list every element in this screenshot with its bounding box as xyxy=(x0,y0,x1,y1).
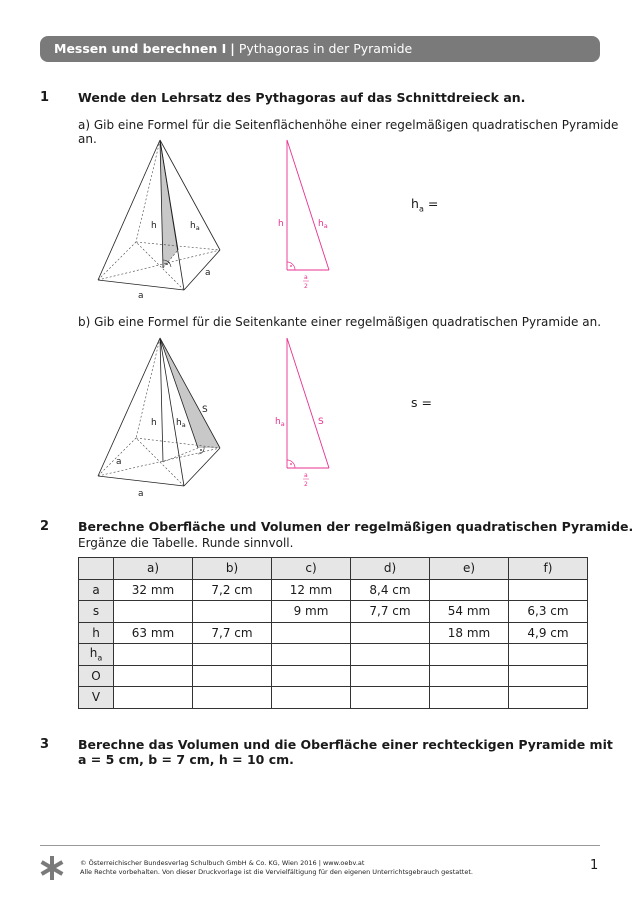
pyramid-figure-a xyxy=(90,132,230,304)
answer-ha-sub: a xyxy=(418,204,424,214)
label-side-a-right: a xyxy=(205,268,211,278)
task1a-prompt: a) Gib eine Formel für die Seitenflächenhöhe einer regelmäßigen quadratischen Pyramide an. xyxy=(78,118,619,146)
header-subject: Messen und berechnen I xyxy=(54,41,227,56)
table-cell[interactable] xyxy=(351,644,430,666)
column-header: c) xyxy=(272,558,351,580)
answer-ha-label: h xyxy=(411,196,419,211)
svg-text:ha xyxy=(190,221,200,232)
header-topic: Pythagoras in der Pyramide xyxy=(238,41,413,56)
column-header: e) xyxy=(430,558,509,580)
table-cell[interactable] xyxy=(351,665,430,687)
table-row xyxy=(79,579,588,601)
table-cell[interactable] xyxy=(509,665,588,687)
table-cell[interactable]: 7,7 cm xyxy=(351,601,430,623)
table-cell[interactable] xyxy=(114,665,193,687)
table-cell[interactable]: 63 mm xyxy=(114,622,193,644)
column-header: b) xyxy=(193,558,272,580)
table-cell[interactable]: 12 mm xyxy=(272,579,351,601)
table-header-row xyxy=(79,558,588,580)
label-ha-sub-a: a xyxy=(195,224,200,232)
table-cell[interactable] xyxy=(193,687,272,709)
table-row xyxy=(79,644,588,666)
table-cell[interactable]: 6,3 cm xyxy=(509,601,588,623)
publisher-logo-icon xyxy=(40,855,64,881)
table-cell[interactable]: 9 mm xyxy=(272,601,351,623)
row-header: h xyxy=(79,622,114,644)
footer-divider xyxy=(40,845,600,846)
table-cell[interactable]: 18 mm xyxy=(430,622,509,644)
label-side-a-bottom: a xyxy=(138,291,144,301)
tri-label-ha-sub-b: a xyxy=(280,420,285,428)
page-header xyxy=(40,36,600,62)
table-cell[interactable] xyxy=(509,687,588,709)
table-cell[interactable] xyxy=(193,665,272,687)
table-cell[interactable] xyxy=(114,644,193,666)
task1b-prompt: b) Gib eine Formel für die Seitenkante einer regelmäßigen quadratischen Pyramide an. xyxy=(78,315,602,329)
table-cell[interactable] xyxy=(114,687,193,709)
table-row xyxy=(79,687,588,709)
table-cell[interactable] xyxy=(272,644,351,666)
svg-text:ha xyxy=(275,417,285,428)
pyramid-table xyxy=(78,557,588,709)
tri-label-ha-sub-a: a xyxy=(323,222,328,230)
table-cell[interactable] xyxy=(114,601,193,623)
tri-label-ha-a: h xyxy=(318,219,324,229)
task2-instruction: Ergänze die Tabelle. Runde sinnvoll. xyxy=(78,536,294,550)
table-corner-cell xyxy=(79,558,114,580)
table-cell[interactable]: 4,9 cm xyxy=(509,622,588,644)
table-row xyxy=(79,601,588,623)
table-cell[interactable]: 8,4 cm xyxy=(351,579,430,601)
table-cell[interactable]: 7,7 cm xyxy=(193,622,272,644)
task3-number: 3 xyxy=(40,737,50,752)
answer-ha xyxy=(411,196,438,214)
label-side-a-bottom-b: a xyxy=(138,489,144,499)
table-cell[interactable] xyxy=(430,665,509,687)
tri-half-den-b: 2 xyxy=(304,481,308,488)
table-cell[interactable]: 54 mm xyxy=(430,601,509,623)
label-ha-sub-b: a xyxy=(181,421,186,429)
label-ha-b: h xyxy=(176,418,182,428)
task3-line1: Berechne das Volumen und die Oberfläche einer rechteckigen Pyramide mit xyxy=(78,737,613,752)
pyramid-figure-b xyxy=(90,330,230,500)
right-triangle-a xyxy=(270,138,340,294)
table-cell[interactable] xyxy=(509,644,588,666)
tri-half-num-b: a xyxy=(304,472,308,479)
table-cell[interactable] xyxy=(193,644,272,666)
label-s-b: S xyxy=(202,405,208,415)
row-header: s xyxy=(79,601,114,623)
tri-label-s-b: S xyxy=(318,417,324,427)
label-side-a-left-b: a xyxy=(116,457,122,467)
svg-text:ha xyxy=(176,418,186,429)
svg-text:ha xyxy=(318,219,328,230)
table-cell[interactable] xyxy=(272,622,351,644)
page-number: 1 xyxy=(590,858,599,873)
column-header: a) xyxy=(114,558,193,580)
row-header xyxy=(79,644,114,666)
tri-half-num-a: a xyxy=(304,274,308,281)
column-header: d) xyxy=(351,558,430,580)
table-cell[interactable] xyxy=(272,687,351,709)
tri-label-h-a: h xyxy=(278,219,284,229)
table-cell[interactable]: 7,2 cm xyxy=(193,579,272,601)
table-cell[interactable] xyxy=(430,687,509,709)
tri-half-den-a: 2 xyxy=(304,283,308,290)
row-header: a xyxy=(79,579,114,601)
table-cell[interactable] xyxy=(272,665,351,687)
answer-ha-eq: = xyxy=(427,196,439,211)
row-header-sub: a xyxy=(97,653,103,663)
task1-title: Wende den Lehrsatz des Pythagoras auf das Schnittdreieck an. xyxy=(78,90,526,105)
row-header-label: h xyxy=(89,646,98,661)
right-triangle-b xyxy=(270,336,340,492)
task2-number: 2 xyxy=(40,519,50,534)
task1-number: 1 xyxy=(40,90,50,105)
table-cell[interactable] xyxy=(430,579,509,601)
table-cell[interactable] xyxy=(351,622,430,644)
table-cell[interactable] xyxy=(193,601,272,623)
column-header: f) xyxy=(509,558,588,580)
row-header: O xyxy=(79,665,114,687)
label-h-a: h xyxy=(151,221,157,231)
answer-s: s = xyxy=(411,395,432,410)
header-separator: | xyxy=(230,41,235,56)
table-cell[interactable]: 32 mm xyxy=(114,579,193,601)
table-cell[interactable] xyxy=(351,687,430,709)
table-row xyxy=(79,622,588,644)
row-header: V xyxy=(79,687,114,709)
footer-text xyxy=(80,859,473,877)
table-cell[interactable] xyxy=(430,644,509,666)
task2-title: Berechne Oberfläche und Volumen der regelmäßigen quadratischen Pyramide. xyxy=(78,519,634,534)
task3-line2: a = 5 cm, b = 7 cm, h = 10 cm. xyxy=(78,752,294,767)
footer-rights: Alle Rechte vorbehalten. Von dieser Druckvorlage ist die Vervielfältigung für den eigenen Unterrichtsgebrauch gestattet. xyxy=(80,868,473,876)
tri-label-ha-b: h xyxy=(275,417,281,427)
table-cell[interactable] xyxy=(509,579,588,601)
label-h-b: h xyxy=(151,418,157,428)
footer-copyright: © Österreichischer Bundesverlag Schulbuch GmbH & Co. KG, Wien 2016 | www.oebv.at xyxy=(80,859,365,867)
label-ha-a: h xyxy=(190,221,196,231)
table-row xyxy=(79,665,588,687)
